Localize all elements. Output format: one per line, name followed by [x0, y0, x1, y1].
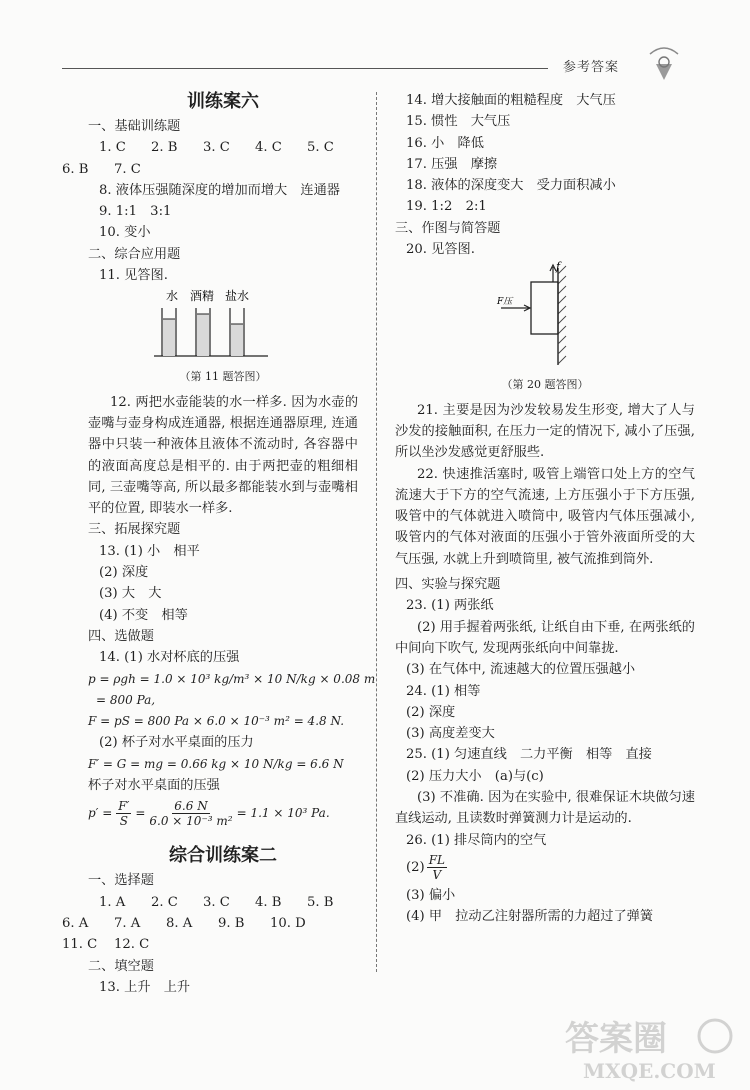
answer-q15: 15. 惯性 大气压 — [406, 114, 511, 130]
answer: 1. A — [99, 894, 126, 910]
school-logo — [640, 40, 688, 88]
fig20-caption: （第 20 题答图） — [501, 378, 589, 392]
answer: 6. A — [62, 915, 89, 931]
formula-F2: F′ = G = mg = 0.66 kg × 10 N/kg = 6.6 N — [88, 756, 344, 771]
explore-heading: 三、拓展探究题 — [88, 522, 181, 538]
answer: 11. C — [62, 937, 98, 953]
answer: 1. C — [99, 140, 126, 156]
answer-q23-2: (2) 用手握着两张纸, 让纸自由下垂, 在两张纸的中间向下吹气, 发现两张纸向中间靠拢. — [395, 619, 695, 656]
answer-q25-2: (2) 压力大小 (a)与(c) — [406, 768, 544, 784]
answer-q26-2 — [395, 851, 695, 885]
answer-q14-1: 14. (1) 水对杯底的压强 — [99, 650, 240, 666]
equals: = — [135, 805, 146, 820]
header-label: 参考答案 — [563, 60, 620, 75]
wall-hatching — [558, 266, 566, 364]
answer-q13-2: (2) 深度 — [99, 565, 149, 581]
answer: 7. C — [114, 161, 141, 177]
answer-q23-1: 23. (1) 两张纸 — [406, 598, 494, 614]
answer-q14-3: 杯子对水平桌面的压强 — [88, 778, 220, 794]
mc-row — [88, 137, 358, 158]
label-pressure-force: F压 — [497, 297, 513, 308]
answer-q17: 17. 压强 摩擦 — [406, 156, 498, 172]
answer-q11: 11. 见答图. — [99, 268, 168, 284]
answer-q21: 21. 主要是因为沙发较易发生形变, 增大了人与沙发的接触面积, 在压力一定的情况下, 减小了压强, 所以坐沙发感觉更舒服些. — [395, 402, 695, 461]
mc-row — [62, 934, 358, 955]
mc-row — [62, 159, 358, 180]
answer: 7. A — [114, 915, 141, 931]
answer-q10: 10. 变小 — [99, 225, 151, 241]
answer-q14-2: (2) 杯子对水平桌面的压力 — [99, 735, 254, 751]
fraction-value — [149, 799, 232, 828]
answer-q24-2: (2) 深度 — [406, 704, 456, 720]
answer: 4. C — [255, 140, 282, 156]
formula-p2: = 800 Pa, — [96, 692, 156, 707]
answer-q12: 12. 两把水壶能装的水一样多. 因为水壶的壶嘴与壶身构成连通器, 根据连通器原理, 连通器中只装一种液体且液体不流动时, 各容器中的液面高度总是相平的. 由于两把壶的粗细相同, 三壶嘴等高, 所以最多都能装水到与壶嘴相平的位置, 即装水一样多. — [88, 394, 358, 517]
applied-heading: 二、综合应用题 — [88, 246, 181, 262]
answer: 2. B — [151, 140, 178, 156]
denominator: 6.0 × 10⁻³ m² — [149, 813, 233, 828]
answer-q20: 20. 见答图. — [406, 242, 475, 258]
formula-pressure — [88, 796, 358, 830]
fraction-FL-over-V — [427, 853, 447, 882]
watermark-text-top: 答案圈 — [565, 1019, 667, 1059]
answer-q26-3: (3) 偏小 — [406, 887, 456, 903]
answer-q24-1: 24. (1) 相等 — [406, 683, 481, 699]
answer: 5. C — [307, 140, 334, 156]
answer-q16: 16. 小 降低 — [406, 135, 484, 151]
watermark-text-bottom: MXQE.COM — [583, 1059, 716, 1083]
fig11-label-alcohol: 酒精 — [190, 289, 215, 304]
denominator: V — [432, 868, 442, 883]
numerator: FL — [428, 853, 445, 868]
fig11-label-water: 水 — [166, 289, 179, 304]
p-prime: p′ = — [88, 805, 113, 820]
figure-11 — [88, 286, 358, 364]
mc-row — [62, 913, 358, 934]
figure-20 — [395, 260, 695, 372]
answer-q13-3: (3) 大 大 — [99, 586, 162, 602]
answer-q13-4: (4) 不变 相等 — [99, 607, 188, 623]
fill-heading: 二、填空题 — [88, 958, 154, 974]
answer: 3. C — [203, 140, 230, 156]
section-title: 训练案六 — [187, 91, 259, 112]
select-heading: 四、选做题 — [88, 628, 154, 644]
answer-q26-4: (4) 甲 拉动乙注射器所需的力超过了弹簧 — [406, 909, 654, 925]
mc-row — [88, 892, 358, 913]
left-column — [62, 90, 376, 998]
answer-q25-1: 25. (1) 匀速直线 二力平衡 相等 直接 — [406, 747, 652, 763]
right-column — [395, 90, 695, 928]
exp-heading: 四、实验与探究题 — [395, 577, 501, 593]
answer-q13: 13. 上升 上升 — [99, 979, 191, 995]
answer-q14: 14. 增大接触面的粗糙程度 大气压 — [406, 93, 616, 108]
header-rule — [62, 68, 548, 69]
answer: 5. B — [307, 894, 334, 910]
watermark-logo — [555, 1010, 745, 1085]
answer: 3. C — [203, 894, 230, 910]
answer: 9. B — [218, 915, 245, 931]
denominator: S — [119, 813, 128, 828]
answer-q8: 8. 液体压强随深度的增加而增大 连通器 — [99, 182, 340, 198]
q26-2-prefix: (2) — [406, 860, 425, 876]
basic-heading: 一、基础训练题 — [88, 119, 181, 134]
answer: 2. C — [151, 894, 178, 910]
answer-q13-1: 13. (1) 小 相平 — [99, 543, 200, 559]
draw-heading: 三、作图与简答题 — [395, 220, 501, 236]
numerator: F′ — [118, 798, 130, 813]
answer: 10. D — [270, 915, 306, 931]
answer: 6. B — [62, 161, 89, 177]
answer-q9: 9. 1:1 3:1 — [99, 204, 172, 220]
label-friction: f — [556, 260, 561, 274]
fig11-caption: （第 11 题答图） — [179, 370, 267, 384]
block — [531, 282, 558, 334]
answer-q24-3: (3) 高度差变大 — [406, 726, 495, 742]
answer: 8. A — [166, 915, 193, 931]
answer: 12. C — [114, 937, 150, 953]
fraction-F-over-S — [116, 799, 131, 828]
section-title: 综合训练案二 — [169, 845, 277, 867]
answer-q19: 19. 1:2 2:1 — [406, 199, 487, 215]
formula-p: p = ρgh = 1.0 × 10³ kg/m³ × 10 N/kg × 0.08 m — [88, 671, 376, 686]
result: = 1.1 × 10³ Pa. — [236, 805, 330, 820]
answer-q23-3: (3) 在气体中, 流速越大的位置压强越小 — [406, 662, 636, 678]
answer-q26-1: 26. (1) 排尽筒内的空气 — [406, 832, 547, 848]
choice-heading: 一、选择题 — [88, 873, 154, 889]
fig11-label-brine: 盐水 — [225, 289, 250, 304]
answer-q22: 22. 快速推活塞时, 吸管上端管口处上方的空气流速大于下方的空气流速, 上方压强小于下方压强, 吸管中的气体就进入喷筒中, 吸管内气体压强减小, 吸管内的气体对液面的压强小于管外液面所受的大气压强, 水就上升到喷筒里, 被气流推到筒外. — [395, 466, 695, 567]
answer-q25-3: (3) 不准确. 因为在实验中, 很难保证木块做匀速直线运动, 且读数时弹簧测力计是运动的. — [395, 790, 695, 827]
numerator: 6.6 N — [174, 798, 208, 813]
answer-q18: 18. 液体的深度变大 受力面积减小 — [406, 178, 616, 194]
answer: 4. B — [255, 894, 282, 910]
column-divider — [376, 92, 377, 972]
formula-F: F = pS = 800 Pa × 6.0 × 10⁻³ m² = 4.8 N. — [88, 714, 345, 729]
